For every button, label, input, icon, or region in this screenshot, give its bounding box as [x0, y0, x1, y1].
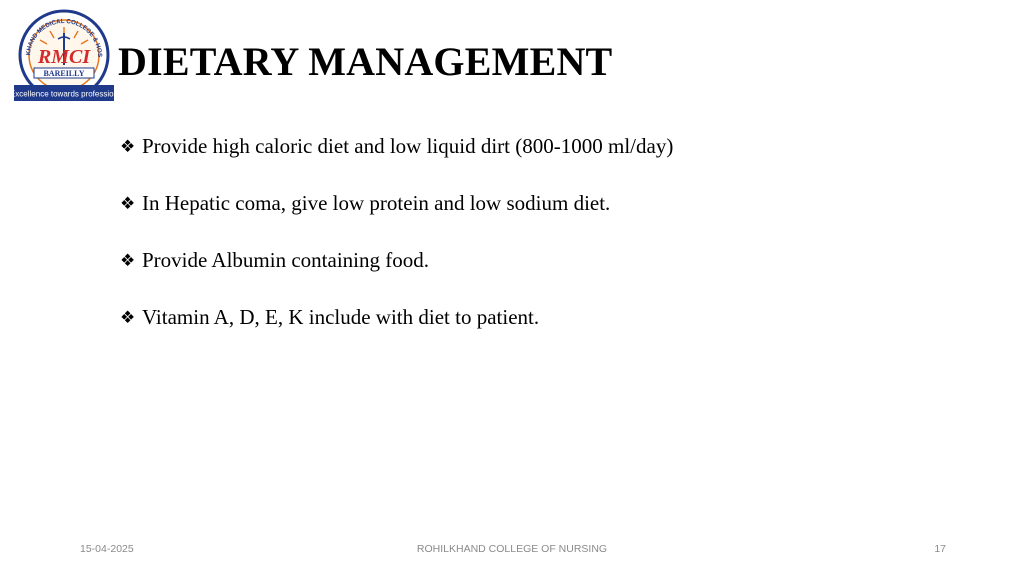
diamond-bullet-icon: ❖	[120, 137, 136, 156]
bullet-item	[120, 248, 673, 305]
footer-date: 15-04-2025	[80, 543, 134, 555]
college-logo	[12, 5, 116, 105]
slide-number: 17	[934, 543, 946, 555]
svg-text:RMCI: RMCI	[37, 46, 91, 68]
diamond-bullet-icon: ❖	[120, 251, 136, 270]
bullet-item	[120, 305, 673, 362]
svg-text:Excellence towards profession: Excellence towards profession	[12, 89, 116, 99]
bullet-text: Provide Albumin containing food.	[142, 248, 429, 272]
diamond-bullet-icon: ❖	[120, 308, 136, 327]
bullet-text: Provide high caloric diet and low liquid dirt (800-1000 ml/day)	[142, 134, 674, 158]
bullet-item	[120, 134, 673, 191]
bullet-text: Vitamin A, D, E, K include with diet to patient.	[142, 305, 540, 329]
svg-text:BAREILLY: BAREILLY	[43, 69, 85, 78]
diamond-bullet-icon: ❖	[120, 194, 136, 213]
footer-organization: ROHILKHAND COLLEGE OF NURSING	[416, 543, 608, 555]
bullet-item	[120, 191, 673, 248]
slide-title: DIETARY MANAGEMENT	[118, 39, 613, 84]
college-logo-emblem	[12, 5, 116, 105]
bullet-list	[120, 134, 673, 362]
bullet-text: In Hepatic coma, give low protein and low sodium diet.	[142, 191, 611, 215]
svg-text:ROHILKHAND MEDICAL COLLEGE & H: KHAND MEDICAL COLLEGE & HOS	[24, 17, 104, 58]
